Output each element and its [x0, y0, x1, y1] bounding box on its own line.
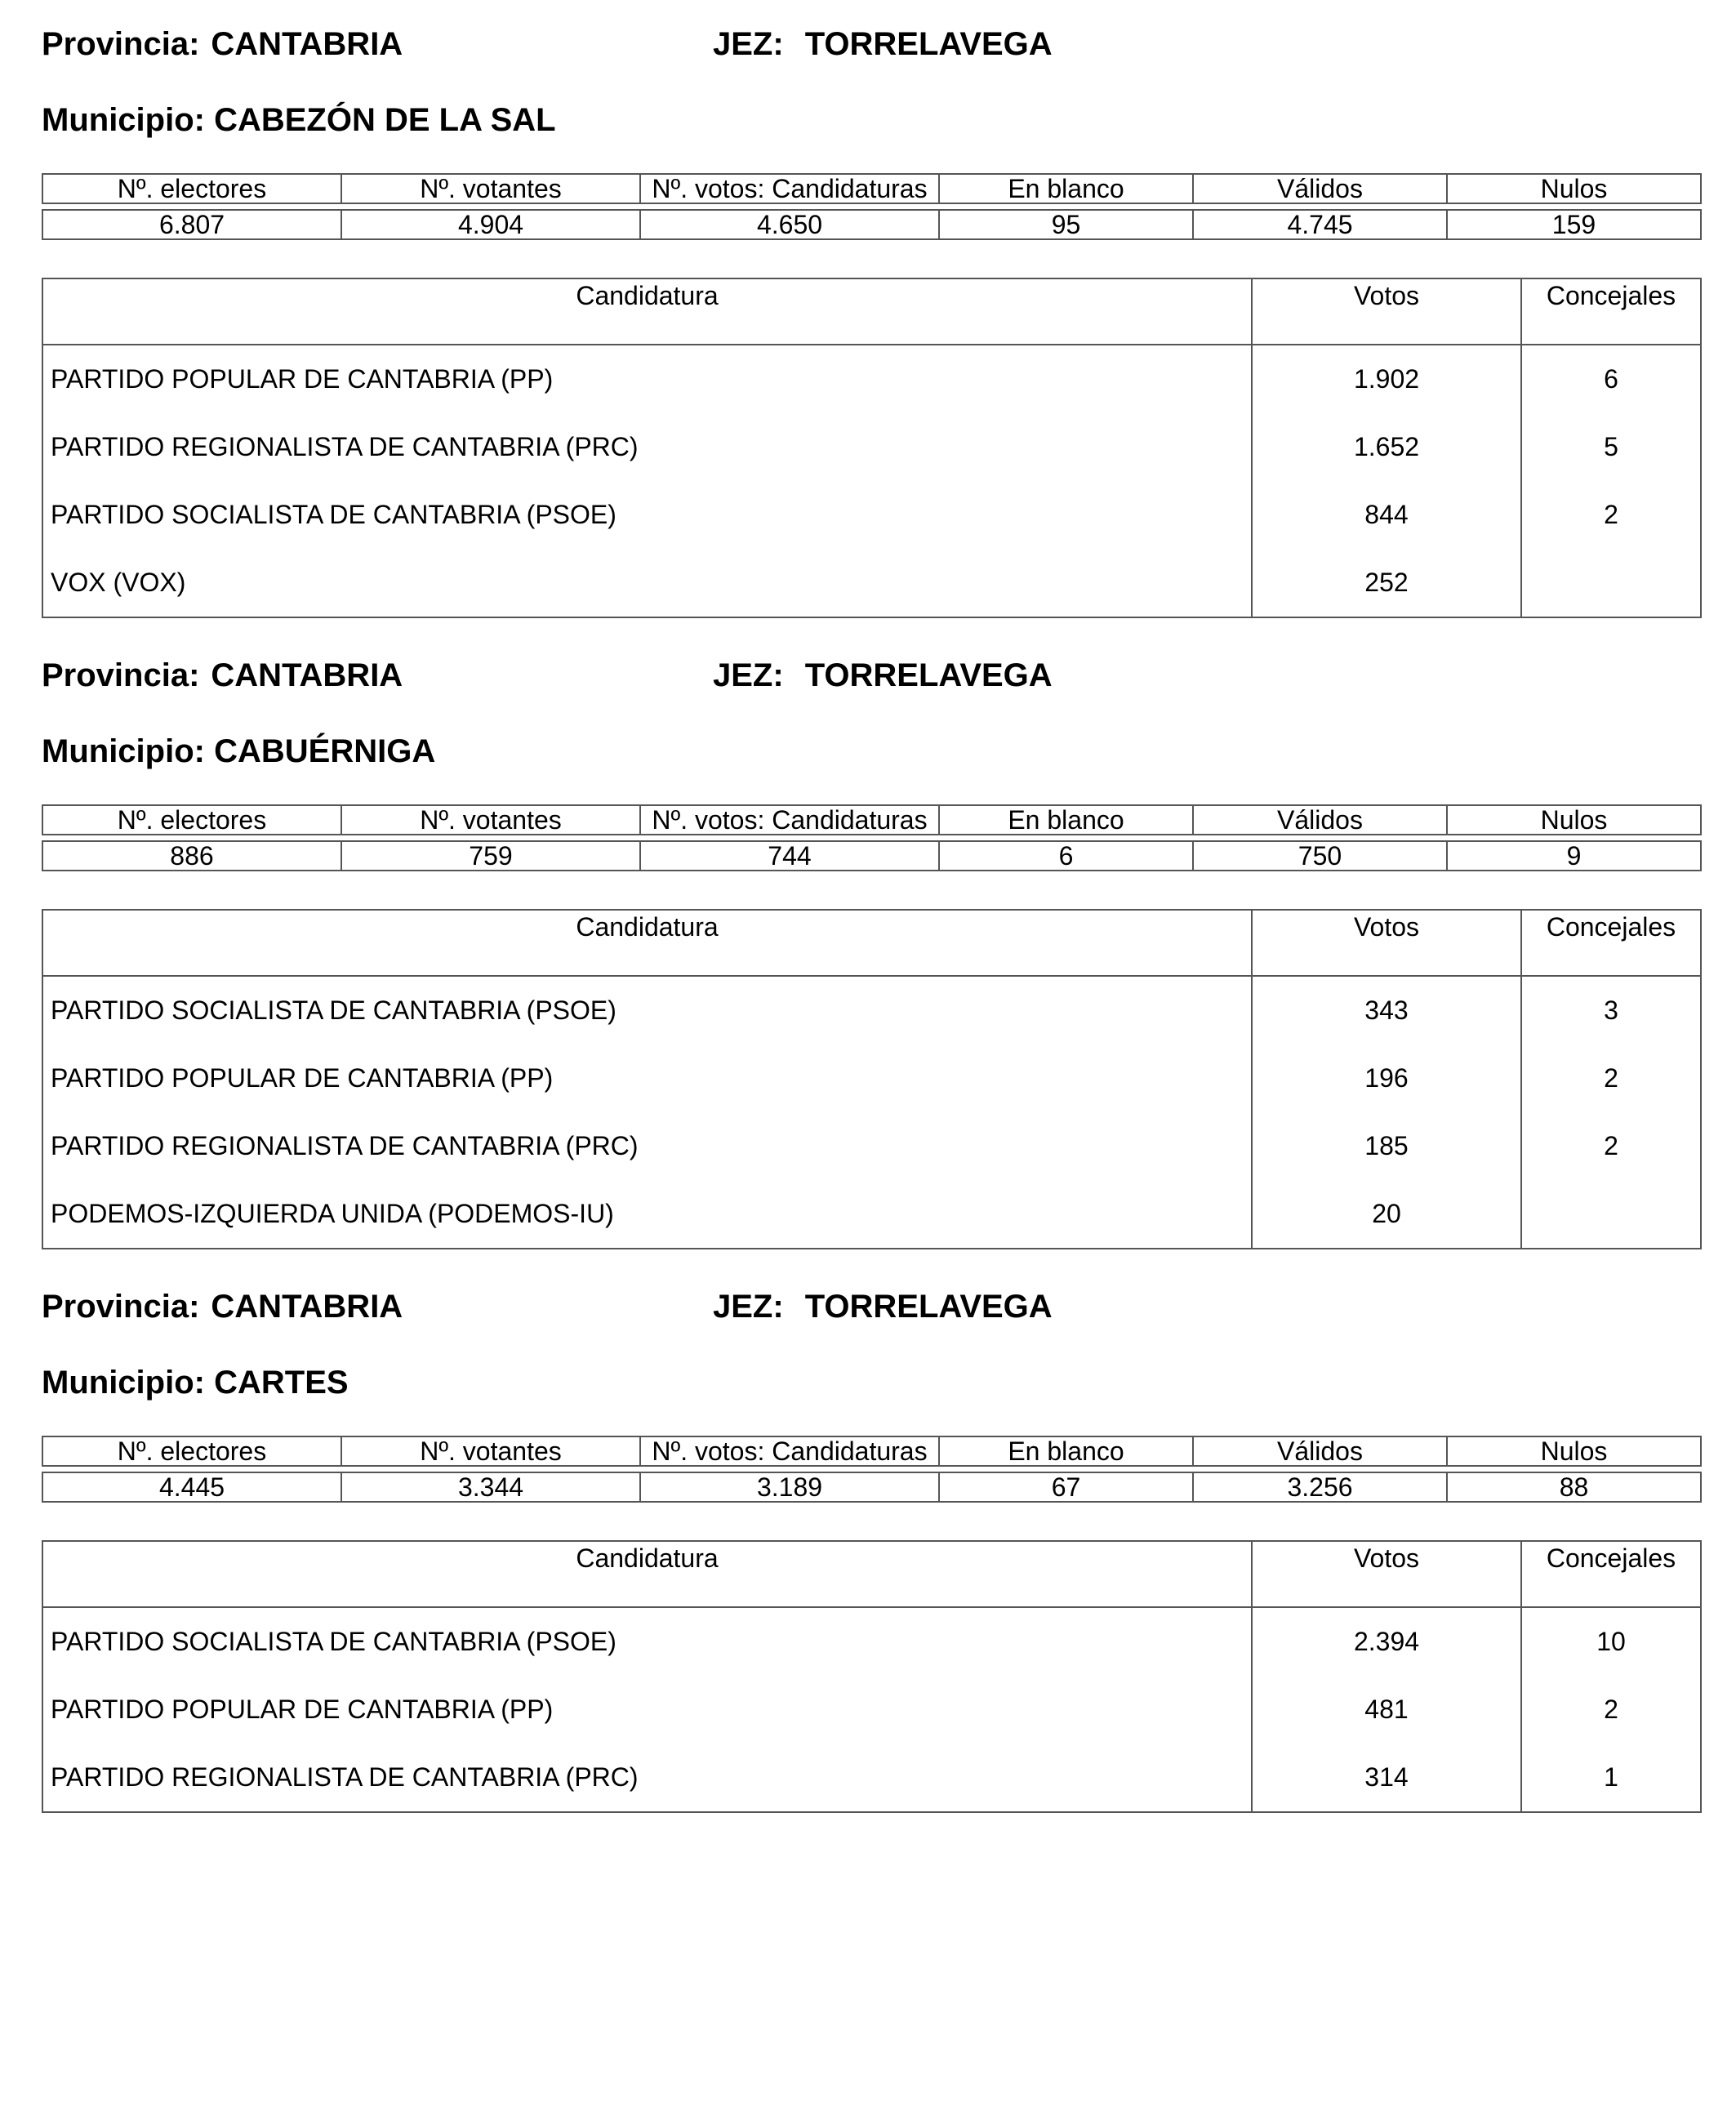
stats-header-nulos: Nulos [1447, 805, 1701, 835]
stats-nulos: 9 [1447, 841, 1701, 871]
municipio-value: CABUÉRNIGA [214, 733, 436, 769]
candidatura-name: PARTIDO SOCIALISTA DE CANTABRIA (PSOE) [42, 481, 1252, 549]
stats-validos: 750 [1193, 841, 1447, 871]
candidatura-row [42, 1044, 1701, 1112]
provincia-label: Provincia: [42, 657, 200, 693]
candidaturas-table [42, 1540, 1702, 1813]
jez-value: TORRELAVEGA [804, 1289, 1053, 1325]
stats-header-en-blanco: En blanco [939, 174, 1193, 203]
stats-electores: 4.445 [42, 1472, 341, 1502]
provincia-value: CANTABRIA [211, 1289, 403, 1325]
stats-table [42, 804, 1702, 871]
candidatura-concejales: 10 [1521, 1607, 1701, 1676]
candidatura-name: PARTIDO POPULAR DE CANTABRIA (PP) [42, 1676, 1252, 1744]
provincia-label: Provincia: [42, 26, 200, 62]
candidaturas-header-row [42, 910, 1701, 976]
candidatura-votos: 252 [1252, 549, 1521, 617]
candidaturas-header-row [42, 278, 1701, 345]
stats-table [42, 1436, 1702, 1503]
candidatura-votos: 481 [1252, 1676, 1521, 1744]
candidatura-row [42, 976, 1701, 1044]
candidatura-name: VOX (VOX) [42, 549, 1252, 617]
municipio-label: Municipio: [42, 102, 205, 138]
candidatura-votos: 343 [1252, 976, 1521, 1044]
concejales-header: Concejales [1521, 910, 1701, 976]
stats-votantes: 759 [341, 841, 640, 871]
stats-header-row [42, 1436, 1701, 1466]
municipio-value: CABEZÓN DE LA SAL [214, 102, 556, 138]
concejales-header: Concejales [1521, 278, 1701, 345]
stats-votantes: 3.344 [341, 1472, 640, 1502]
candidatura-concejales [1521, 549, 1701, 617]
candidatura-concejales [1521, 1180, 1701, 1249]
provincia-line [42, 656, 403, 695]
candidatura-votos: 844 [1252, 481, 1521, 549]
jez-value: TORRELAVEGA [804, 26, 1053, 62]
candidatura-concejales: 2 [1521, 1112, 1701, 1180]
jez-line [713, 1287, 1053, 1326]
stats-en-blanco: 95 [939, 210, 1193, 239]
candidatura-concejales: 3 [1521, 976, 1701, 1044]
candidatura-row [42, 481, 1701, 549]
municipio-line [42, 732, 435, 771]
candidaturas-table [42, 909, 1702, 1249]
municipio-value: CARTES [214, 1365, 349, 1401]
candidatura-name: PARTIDO POPULAR DE CANTABRIA (PP) [42, 1044, 1252, 1112]
candidatura-votos: 314 [1252, 1744, 1521, 1812]
stats-nulos: 159 [1447, 210, 1701, 239]
stats-header-votos-candidaturas: Nº. votos: Candidaturas [640, 1436, 939, 1466]
municipio-line [42, 100, 556, 140]
jez-label: JEZ: [713, 657, 784, 693]
candidatura-votos: 196 [1252, 1044, 1521, 1112]
stats-header-nulos: Nulos [1447, 1436, 1701, 1466]
stats-validos: 3.256 [1193, 1472, 1447, 1502]
stats-value-row [42, 210, 1701, 239]
candidatura-concejales: 2 [1521, 1044, 1701, 1112]
stats-value-row [42, 841, 1701, 871]
jez-line [713, 24, 1053, 64]
stats-header-en-blanco: En blanco [939, 1436, 1193, 1466]
candidaturas-table [42, 278, 1702, 618]
stats-header-votantes: Nº. votantes [341, 1436, 640, 1466]
candidatura-votos: 1.902 [1252, 345, 1521, 413]
stats-header-votantes: Nº. votantes [341, 805, 640, 835]
provincia-value: CANTABRIA [211, 26, 403, 62]
candidatura-row [42, 345, 1701, 413]
stats-en-blanco: 67 [939, 1472, 1193, 1502]
candidatura-votos: 20 [1252, 1180, 1521, 1249]
candidatura-row [42, 1607, 1701, 1676]
votos-header: Votos [1252, 1541, 1521, 1607]
stats-header-votos-candidaturas: Nº. votos: Candidaturas [640, 805, 939, 835]
candidatura-header: Candidatura [42, 910, 1252, 976]
candidatura-name: PARTIDO POPULAR DE CANTABRIA (PP) [42, 345, 1252, 413]
jez-line [713, 656, 1053, 695]
municipio-label: Municipio: [42, 1365, 205, 1401]
stats-header-row [42, 174, 1701, 203]
candidaturas-header-row [42, 1541, 1701, 1607]
candidatura-header: Candidatura [42, 278, 1252, 345]
candidatura-name: PARTIDO REGIONALISTA DE CANTABRIA (PRC) [42, 1744, 1252, 1812]
stats-header-validos: Válidos [1193, 1436, 1447, 1466]
stats-electores: 6.807 [42, 210, 341, 239]
stats-validos: 4.745 [1193, 210, 1447, 239]
candidatura-concejales: 5 [1521, 413, 1701, 481]
stats-header-validos: Válidos [1193, 174, 1447, 203]
candidatura-row [42, 1180, 1701, 1249]
provincia-label: Provincia: [42, 1289, 200, 1325]
stats-votos-candidaturas: 4.650 [640, 210, 939, 239]
stats-header-votantes: Nº. votantes [341, 174, 640, 203]
candidatura-row [42, 413, 1701, 481]
candidatura-name: PARTIDO SOCIALISTA DE CANTABRIA (PSOE) [42, 1607, 1252, 1676]
candidatura-votos: 185 [1252, 1112, 1521, 1180]
municipio-label: Municipio: [42, 733, 205, 769]
candidatura-concejales: 6 [1521, 345, 1701, 413]
stats-header-electores: Nº. electores [42, 805, 341, 835]
candidatura-concejales: 1 [1521, 1744, 1701, 1812]
stats-electores: 886 [42, 841, 341, 871]
stats-header-validos: Válidos [1193, 805, 1447, 835]
candidatura-header: Candidatura [42, 1541, 1252, 1607]
candidatura-votos: 2.394 [1252, 1607, 1521, 1676]
stats-votos-candidaturas: 744 [640, 841, 939, 871]
candidatura-name: PARTIDO REGIONALISTA DE CANTABRIA (PRC) [42, 1112, 1252, 1180]
candidatura-name: PARTIDO REGIONALISTA DE CANTABRIA (PRC) [42, 413, 1252, 481]
stats-value-row [42, 1472, 1701, 1502]
jez-label: JEZ: [713, 1289, 784, 1325]
stats-header-nulos: Nulos [1447, 174, 1701, 203]
stats-votos-candidaturas: 3.189 [640, 1472, 939, 1502]
stats-en-blanco: 6 [939, 841, 1193, 871]
jez-value: TORRELAVEGA [804, 657, 1053, 693]
votos-header: Votos [1252, 910, 1521, 976]
stats-votantes: 4.904 [341, 210, 640, 239]
concejales-header: Concejales [1521, 1541, 1701, 1607]
candidatura-row [42, 1112, 1701, 1180]
candidatura-row [42, 549, 1701, 617]
candidatura-name: PARTIDO SOCIALISTA DE CANTABRIA (PSOE) [42, 976, 1252, 1044]
stats-nulos: 88 [1447, 1472, 1701, 1502]
candidatura-row [42, 1744, 1701, 1812]
stats-header-electores: Nº. electores [42, 174, 341, 203]
candidatura-row [42, 1676, 1701, 1744]
jez-label: JEZ: [713, 26, 784, 62]
stats-header-votos-candidaturas: Nº. votos: Candidaturas [640, 174, 939, 203]
candidatura-votos: 1.652 [1252, 413, 1521, 481]
provincia-line [42, 1287, 403, 1326]
municipio-line [42, 1363, 349, 1402]
candidatura-concejales: 2 [1521, 1676, 1701, 1744]
votos-header: Votos [1252, 278, 1521, 345]
stats-header-electores: Nº. electores [42, 1436, 341, 1466]
stats-header-row [42, 805, 1701, 835]
provincia-line [42, 24, 403, 64]
candidatura-concejales: 2 [1521, 481, 1701, 549]
candidatura-name: PODEMOS-IZQUIERDA UNIDA (PODEMOS-IU) [42, 1180, 1252, 1249]
stats-header-en-blanco: En blanco [939, 805, 1193, 835]
stats-table [42, 173, 1702, 240]
provincia-value: CANTABRIA [211, 657, 403, 693]
